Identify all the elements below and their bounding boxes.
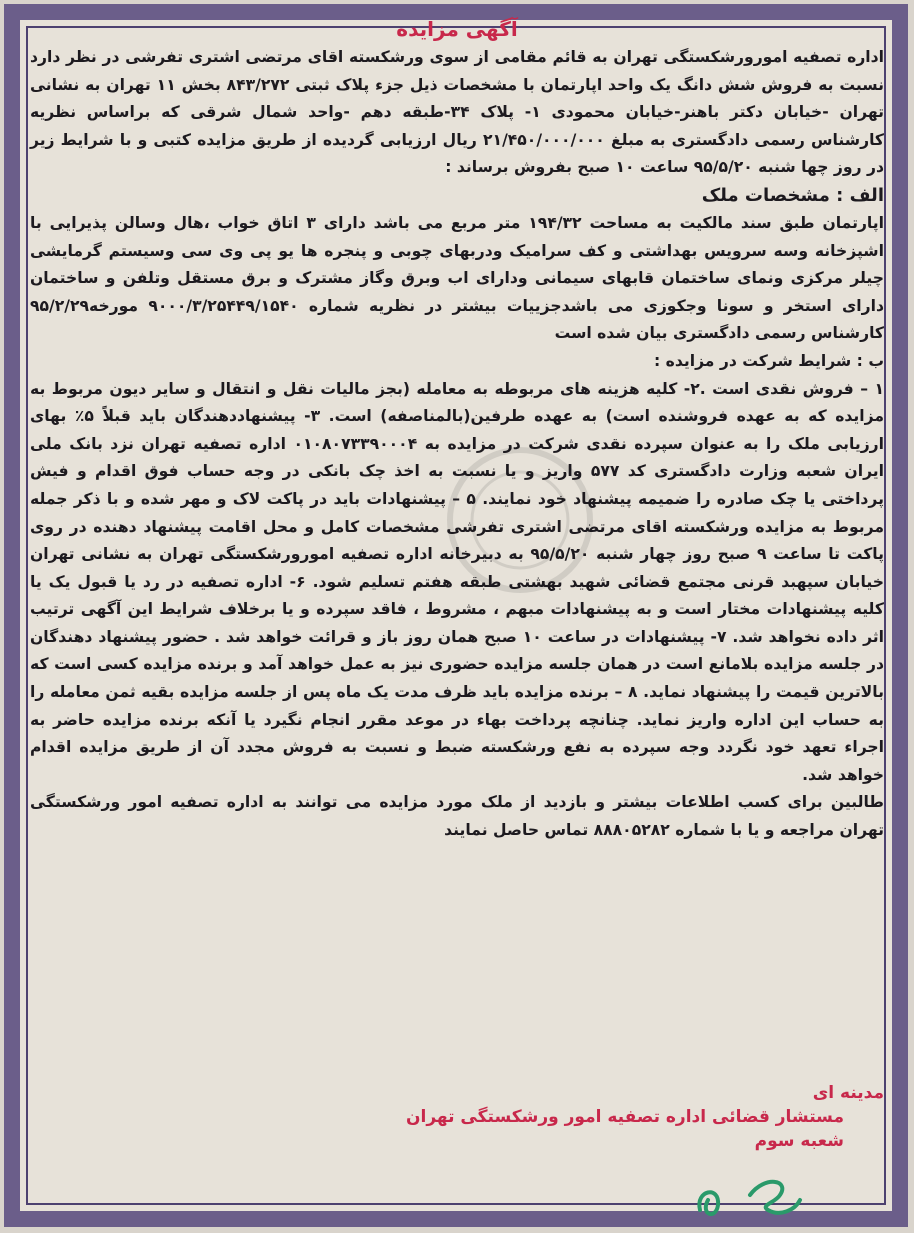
signature-block bbox=[406, 1081, 884, 1153]
conditions-heading: ب : شرایط شرکت در مزایده : bbox=[653, 351, 884, 370]
handwritten-mark bbox=[690, 1165, 810, 1225]
property-paragraph: اپارتمان طبق سند مالکیت به مساحت ۱۹۴/۳۲ متر مربع می باشد دارای ۳ اتاق خواب ،هال وسالن پذیرایی با اشپزخانه وسه سرویس بهداشتی و کف سرامیک ودربهای چوبی و پنجره ها یو پی وی سی وسیستم گرمایشی چیلر مرکزی ونمای ساختمان قابهای سیمانی ودارای اب وبرق وگاز مشترک و برق مستقل وتلفن و ساختمان دارای استخر و سونا وجکوزی می باشدجزییات بیشتر در نظریه شماره ۹۰۰۰/۳/۲۵۴۴۹/۱۵۴۰ مورخه۹۵/۲/۲۹ کارشناس رسمی دادگستری بیان شده است bbox=[30, 213, 884, 343]
notice-content bbox=[30, 17, 884, 1209]
notice-title: آگهی مزایده bbox=[396, 17, 518, 41]
signature-title: مستشار قضائی اداره تصفیه امور ورشکستگی تهران bbox=[405, 1107, 844, 1127]
signature-name: مدینه ای bbox=[812, 1083, 884, 1103]
property-heading: الف : مشخصات ملک bbox=[701, 184, 884, 206]
contact-paragraph: طالبین برای کسب اطلاعات بیشتر و بازدید از ملک مورد مزایده می توانند به اداره تصفیه امور ورشکستگی تهران مراجعه و یا با شماره ۸۸۸۰۵۲۸۲ تماس حاصل نمایند bbox=[30, 793, 884, 840]
signature-branch: شعبه سوم bbox=[754, 1131, 844, 1151]
conditions-paragraph: ۱ – فروش نقدی است .۲- کلیه هزینه های مربوطه به معامله (بجز مالیات نقل و انتقال و سایر دیون مربوط به مزایده که به عهده فروشنده است) به عهده طرفین(بالمناصفه) است. ۳- پیشنهاددهندگان باید قبلاً ۵٪ بهای ارزیابی ملک را به عنوان سپرده نقدی شرکت در مزایده به ۰۱۰۸۰۷۳۳۹۰۰۰۴ اداره تصفیه تهران نزد بانک ملی ایران شعبه وزارت دادگستری کد ۵۷۷ واریز و یا نسبت به اخذ چک بانکی در وجه حساب فوق اقدام و فیش پرداختی یا چک صادره را ضمیمه پیشنهاد خود نمایند. ۵ – پیشنهادات باید در پاکت لاک و مهر شده و با ذکر جمله مربوط به مزایده ورشکسته اقای مرتضی اشتری تفرشی مشخصات کامل و محل اقامت پیشنهاد دهنده در روی پاکت تا ساعت ۹ صبح روز چهار شنبه ۹۵/۵/۲۰ به دبیرخانه اداره تصفیه امورورشکستگی تهران به نشانی تهران خیابان سپهبد قرنی مجتمع قضائی شهید بهشتی طبقه هفتم تسلیم شود. ۶- اداره تصفیه در رد یا قبول یک یا کلیه پیشنهادات مختار است و به پیشنهادات مبهم ، مشروط ، فاقد سپرده و یا برخلاف شرایط این آگهی ترتیب اثر داده نخواهد شد. ۷- پیشنهادات در ساعت ۱۰ صبح همان روز باز و قرائت خواهد شد . حضور پیشنهاد دهندگان در جلسه مزایده بلامانع است در همان جلسه مزایده حضوری نیز به عمل خواهد آمد و برنده مزایده کسی است که بالاترین قیمت را پیشنهاد نماید. ۸ – برنده مزایده باید ظرف مدت یک ماه پس از جلسه مزایده بقیه ثمن معامله را به حساب این اداره واریز نماید. چنانچه پرداخت بهاء در موعد مقرر انجام نگیرد یا آنکه برنده مزایده حاضر به اجراء تعهد خود نگردد وجه سپرده به نفع ورشکسته ضبط و نسبت به فروش مجدد آن از طریق مزایده اقدام خواهد شد. bbox=[30, 379, 884, 784]
intro-paragraph: اداره تصفیه امورورشکستگی تهران به قائم مقامی از سوی ورشکسته اقای مرتضی اشتری تفرشی در نظر دارد نسبت به فروش شش دانگ یک واحد اپارتمان با مشخصات ذیل جزء پلاک ثبتی ۸۴۳/۲۷۲ بخش ۱۱ تهران به نشانی تهران -خیابان دکتر باهنر-خیابان محمودی ۱- پلاک ۳۴-طبقه دهم -واحد شمال شرقی که براساس نظریه کارشناس رسمی دادگستری به مبلغ ۲۱/۴۵۰/۰۰۰/۰۰۰ ریال ارزیابی گردیده از طریق مزایده کتبی و با شرایط زیر در روز چها شنبه ۹۵/۵/۲۰ ساعت ۱۰ صبح بفروش برساند : bbox=[30, 48, 884, 177]
